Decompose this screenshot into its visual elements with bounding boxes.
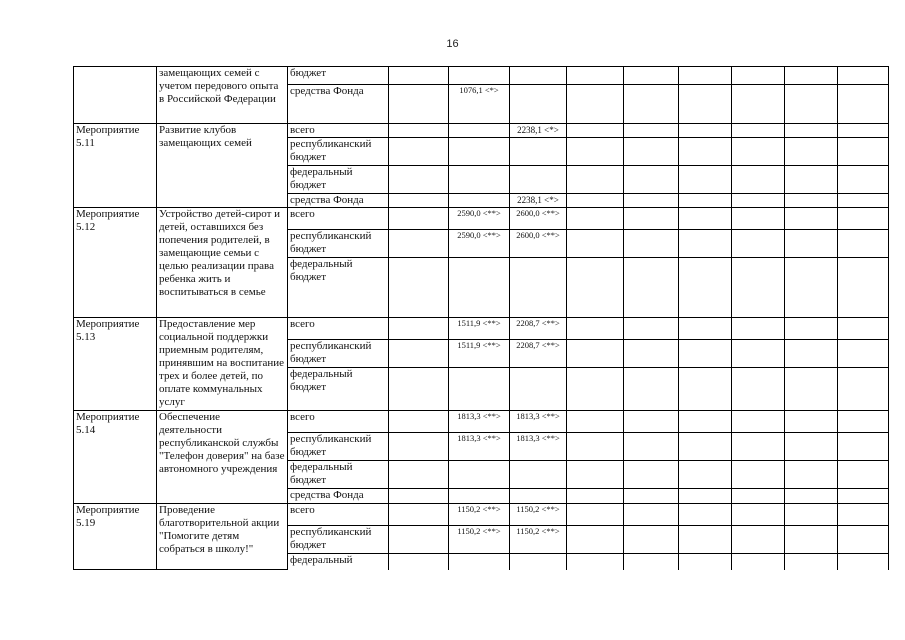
empty-cell [732,85,785,124]
value-cell: 1813,3 <**> [449,411,510,433]
empty-cell [624,230,679,258]
empty-cell [838,85,889,124]
empty-cell [389,67,449,85]
empty-cell [567,258,624,318]
empty-cell [567,368,624,411]
source-cell: федеральный [288,554,389,570]
empty-cell [567,554,624,570]
value-cell: 1813,3 <**> [510,411,567,433]
empty-cell [679,318,732,340]
empty-cell [785,194,838,208]
empty-cell [624,489,679,504]
value-cell: 2208,7 <**> [510,318,567,340]
measure-cell [74,67,157,124]
empty-cell [838,166,889,194]
source-cell: республиканский бюджет [288,433,389,461]
value-cell [510,368,567,411]
empty-cell [389,461,449,489]
value-cell [449,461,510,489]
empty-cell [838,554,889,570]
measure-cell: Мероприятие 5.12 [74,208,157,318]
table-row [74,67,889,85]
empty-cell [732,411,785,433]
value-cell [510,489,567,504]
table-row [74,318,889,340]
empty-cell [838,258,889,318]
empty-cell [785,258,838,318]
empty-cell [785,411,838,433]
value-cell: 1150,2 <**> [449,526,510,554]
empty-cell [838,489,889,504]
empty-cell [838,504,889,526]
empty-cell [679,489,732,504]
empty-cell [732,526,785,554]
source-cell: всего [288,124,389,138]
empty-cell [679,526,732,554]
empty-cell [732,489,785,504]
empty-cell [838,208,889,230]
activity-cell: Предоставление мер социальной поддержки приемным родителям, принявшим на воспитание трех и более детей, по оплате коммунальных услуг [157,318,288,411]
empty-cell [567,208,624,230]
source-cell: средства Фонда [288,85,389,124]
empty-cell [679,340,732,368]
empty-cell [624,138,679,166]
value-cell: 2590,0 <**> [449,230,510,258]
value-cell [449,258,510,318]
empty-cell [624,504,679,526]
empty-cell [624,526,679,554]
empty-cell [785,340,838,368]
empty-cell [624,166,679,194]
empty-cell [732,554,785,570]
table-row [74,208,889,230]
value-cell: 2600,0 <**> [510,230,567,258]
empty-cell [679,433,732,461]
empty-cell [567,489,624,504]
empty-cell [567,230,624,258]
value-cell: 1150,2 <**> [510,526,567,554]
source-cell: всего [288,504,389,526]
empty-cell [679,461,732,489]
empty-cell [679,138,732,166]
empty-cell [838,124,889,138]
empty-cell [567,67,624,85]
empty-cell [624,433,679,461]
value-cell: 1150,2 <**> [510,504,567,526]
empty-cell [732,124,785,138]
empty-cell [389,208,449,230]
empty-cell [389,194,449,208]
empty-cell [732,138,785,166]
value-cell [449,124,510,138]
empty-cell [567,433,624,461]
value-cell [510,138,567,166]
source-cell: республиканский бюджет [288,526,389,554]
activity-cell: Устройство детей-сирот и детей, оставшихся без попечения родителей, в замещающие семьи с целью реализации права ребенка жить и воспитываться в семье [157,208,288,318]
source-cell: средства Фонда [288,194,389,208]
value-cell [449,67,510,85]
empty-cell [679,208,732,230]
empty-cell [567,138,624,166]
empty-cell [838,230,889,258]
empty-cell [838,194,889,208]
measure-cell: Мероприятие 5.11 [74,124,157,208]
empty-cell [624,368,679,411]
activity-cell: замещающих семей с учетом передового опыта в Российской Федерации [157,67,288,124]
empty-cell [389,411,449,433]
source-cell: федеральный бюджет [288,368,389,411]
measure-cell: Мероприятие 5.13 [74,318,157,411]
value-cell [510,67,567,85]
empty-cell [785,67,838,85]
table-row [74,124,889,138]
empty-cell [785,433,838,461]
empty-cell [838,368,889,411]
empty-cell [679,504,732,526]
source-cell: бюджет [288,67,389,85]
value-cell: 2600,0 <**> [510,208,567,230]
empty-cell [785,554,838,570]
empty-cell [624,124,679,138]
empty-cell [389,433,449,461]
empty-cell [732,504,785,526]
value-cell [510,258,567,318]
empty-cell [838,411,889,433]
empty-cell [389,340,449,368]
table-row [74,504,889,526]
value-cell [449,166,510,194]
empty-cell [785,504,838,526]
empty-cell [389,318,449,340]
empty-cell [567,194,624,208]
empty-cell [679,554,732,570]
source-cell: федеральный бюджет [288,461,389,489]
source-cell: республиканский бюджет [288,230,389,258]
source-cell: республиканский бюджет [288,138,389,166]
value-cell: 1813,3 <**> [449,433,510,461]
empty-cell [838,318,889,340]
empty-cell [624,258,679,318]
empty-cell [624,318,679,340]
empty-cell [679,85,732,124]
empty-cell [732,318,785,340]
value-cell [510,85,567,124]
value-cell: 1813,3 <**> [510,433,567,461]
empty-cell [567,166,624,194]
empty-cell [838,461,889,489]
source-cell: всего [288,208,389,230]
empty-cell [679,230,732,258]
empty-cell [679,124,732,138]
source-cell: всего [288,318,389,340]
activity-cell: Развитие клубов замещающих семей [157,124,288,208]
empty-cell [732,433,785,461]
empty-cell [785,368,838,411]
measure-cell: Мероприятие 5.14 [74,411,157,504]
value-cell: 2208,7 <**> [510,340,567,368]
empty-cell [389,526,449,554]
activity-cell: Обеспечение деятельности республиканской службы "Телефон доверия" на базе автономного учреждения [157,411,288,504]
value-cell [449,138,510,166]
empty-cell [732,461,785,489]
empty-cell [732,166,785,194]
empty-cell [389,138,449,166]
empty-cell [567,124,624,138]
value-cell [449,554,510,570]
value-cell [510,554,567,570]
empty-cell [785,318,838,340]
activity-cell: Проведение благотворительной акции "Помогите детям собраться в школу!" [157,504,288,570]
value-cell [510,461,567,489]
page-number: 16 [446,38,459,50]
source-cell: средства Фонда [288,489,389,504]
empty-cell [838,138,889,166]
empty-cell [624,461,679,489]
empty-cell [624,194,679,208]
empty-cell [785,208,838,230]
empty-cell [785,489,838,504]
empty-cell [389,230,449,258]
empty-cell [785,461,838,489]
empty-cell [785,124,838,138]
empty-cell [732,194,785,208]
empty-cell [785,166,838,194]
empty-cell [785,526,838,554]
empty-cell [732,67,785,85]
empty-cell [679,67,732,85]
value-cell [510,166,567,194]
empty-cell [679,368,732,411]
empty-cell [567,504,624,526]
source-cell: федеральный бюджет [288,258,389,318]
empty-cell [624,85,679,124]
empty-cell [567,526,624,554]
value-cell: 2238,1 <*> [510,124,567,138]
empty-cell [624,208,679,230]
empty-cell [567,411,624,433]
empty-cell [732,368,785,411]
empty-cell [624,411,679,433]
empty-cell [567,340,624,368]
value-cell: 2590,0 <**> [449,208,510,230]
value-cell [449,194,510,208]
empty-cell [389,554,449,570]
value-cell [449,368,510,411]
empty-cell [567,318,624,340]
empty-cell [785,138,838,166]
empty-cell [389,368,449,411]
empty-cell [838,67,889,85]
measure-cell: Мероприятие 5.19 [74,504,157,570]
empty-cell [679,258,732,318]
empty-cell [389,85,449,124]
table-row [74,411,889,433]
empty-cell [732,208,785,230]
empty-cell [567,85,624,124]
empty-cell [838,433,889,461]
value-cell: 1076,1 <*> [449,85,510,124]
value-cell [449,489,510,504]
empty-cell [679,411,732,433]
budget-table [73,66,889,570]
empty-cell [732,258,785,318]
empty-cell [624,340,679,368]
empty-cell [785,230,838,258]
empty-cell [624,554,679,570]
empty-cell [389,258,449,318]
empty-cell [389,489,449,504]
value-cell: 2238,1 <*> [510,194,567,208]
source-cell: всего [288,411,389,433]
value-cell: 1511,9 <**> [449,318,510,340]
empty-cell [838,340,889,368]
empty-cell [679,194,732,208]
source-cell: федеральный бюджет [288,166,389,194]
empty-cell [567,461,624,489]
empty-cell [624,67,679,85]
empty-cell [679,166,732,194]
value-cell: 1511,9 <**> [449,340,510,368]
source-cell: республиканский бюджет [288,340,389,368]
empty-cell [389,166,449,194]
empty-cell [389,124,449,138]
value-cell: 1150,2 <**> [449,504,510,526]
empty-cell [838,526,889,554]
empty-cell [732,340,785,368]
empty-cell [732,230,785,258]
empty-cell [389,504,449,526]
empty-cell [785,85,838,124]
